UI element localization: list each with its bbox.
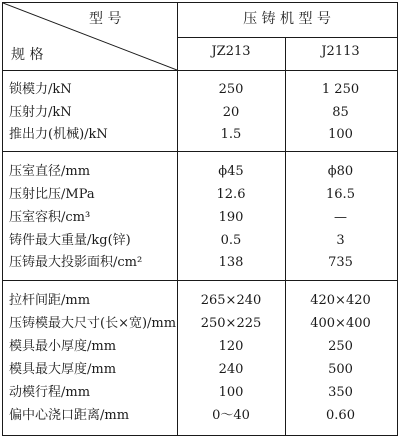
row-value-jz213: 120 [218,339,244,354]
group-title: 压 铸 机 型 号 [243,11,331,27]
row-value-jz213: 0.5 [220,233,242,248]
row-label: 压射力/kN [9,105,72,120]
row-label: 模具最大厚度/mm [9,362,117,377]
row-value-j2113: 400×400 [310,316,371,331]
group-divider-2 [3,280,397,281]
row-label: 铸件最大重量/kg(锌) [9,233,131,248]
row-value-jz213: 138 [218,255,244,270]
row-value-jz213: 250 [218,82,244,97]
row-value-j2113: 250 [328,339,353,354]
row-label: 模具最小厚度/mm [9,339,117,354]
row-label: 偏中心浇口距离/mm [9,408,130,423]
header-subdivider [177,37,397,38]
spec-table [2,2,398,436]
column-header-jz213: JZ213 [211,44,251,59]
row-value-jz213: 190 [218,210,244,225]
row-value-jz213: 250×225 [200,316,262,331]
row-value-j2113: — [334,210,347,225]
column-header-j2113: J2113 [321,44,360,59]
spec-label: 规 格 [11,47,44,63]
row-value-j2113: 420×420 [310,293,371,308]
row-label: 推出力(机械)/kN [9,127,108,142]
row-label: 动模行程/mm [9,385,91,400]
header-bottom-rule [3,70,397,71]
row-value-j2113: 16.5 [326,187,355,202]
row-value-j2113: ϕ80 [327,164,354,179]
model-label: 型 号 [89,11,122,27]
row-value-j2113: 100 [328,127,353,142]
row-label: 压铸最大投影面积/cm² [9,255,143,270]
row-value-j2113: 3 [336,233,345,248]
row-value-j2113: 0.60 [326,408,355,423]
row-value-jz213: 1.5 [220,127,242,142]
row-label: 压室容积/cm³ [9,210,91,225]
row-value-jz213: 0～40 [212,408,250,423]
row-label: 拉杆间距/mm [9,293,91,308]
row-value-jz213: ϕ45 [218,164,244,179]
row-label: 压射比压/MPa [9,187,95,202]
row-value-j2113: 1 250 [321,82,360,97]
row-label: 压铸模最大尺寸(长×宽)/mm [9,316,177,331]
row-value-jz213: 240 [218,362,244,377]
row-value-j2113: 735 [328,255,353,270]
group-divider-1 [3,151,397,152]
row-label: 压室直径/mm [9,164,91,179]
row-value-j2113: 350 [328,385,353,400]
row-label: 锁模力/kN [9,82,72,97]
row-value-jz213: 12.6 [216,187,246,202]
row-value-jz213: 100 [218,385,244,400]
row-value-j2113: 500 [328,362,353,377]
row-value-j2113: 85 [332,105,349,120]
row-value-jz213: 265×240 [200,293,262,308]
row-value-jz213: 20 [222,105,240,120]
